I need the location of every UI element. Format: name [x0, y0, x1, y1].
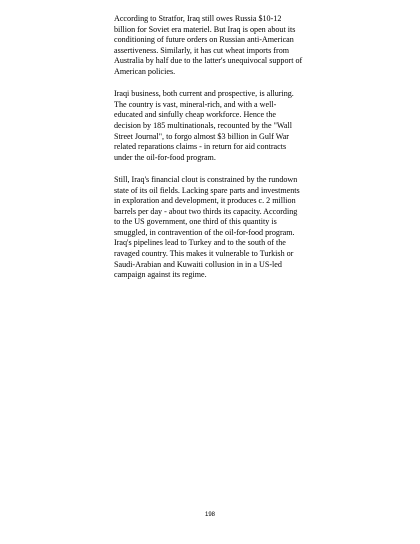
text-line: Australia by half due to the latter's unequivocal support of — [114, 56, 303, 66]
text-line: state of its oil fields. Lacking spare parts and investments — [114, 185, 300, 195]
text-line: smuggled, in contravention of the oil-for-food program. — [114, 227, 295, 237]
text-line: billion for Soviet era materiel. But Iraq is open about its — [114, 24, 296, 34]
text-line: Iraqi business, both current and prospective, is alluring. — [114, 89, 294, 99]
page-number: 198 — [204, 512, 215, 518]
paragraph-3 — [114, 175, 330, 281]
text-line: Still, Iraq's financial clout is constrained by the rundown — [114, 174, 298, 184]
paragraph-2 — [114, 89, 330, 163]
text-line: Street Journal", to forgo almost $3 billion in Gulf War — [114, 131, 289, 141]
text-line: American policies. — [114, 66, 176, 76]
text-line: related reparations claims - in return for aid contracts — [114, 142, 287, 152]
body-text — [114, 14, 330, 292]
text-line: to the US government, one third of this quantity is — [114, 217, 277, 227]
text-line: barrels per day - about two thirds its capacity. According — [114, 206, 298, 216]
text-line: campaign against its regime. — [114, 270, 207, 280]
text-line: in exploration and development, it produces c. 2 million — [114, 196, 296, 206]
paragraph-1 — [114, 14, 330, 78]
text-line: educated and sinfully cheap workforce. Hence the — [114, 110, 277, 120]
text-line: decision by 185 multinationals, recounted by the "Wall — [114, 120, 292, 130]
text-line: The country is vast, mineral-rich, and with a well- — [114, 99, 277, 109]
text-line: According to Stratfor, Iraq still owes Russia $10-12 — [114, 14, 282, 23]
text-line: Iraq's pipelines lead to Turkey and to the south of the — [114, 238, 286, 248]
text-line: assertiveness. Similarly, it has cut wheat imports from — [114, 45, 290, 55]
text-line: conditioning of future orders on Russian anti-American — [114, 35, 294, 45]
text-line: Saudi-Arabian and Kuwaiti collusion in in a US-led — [114, 259, 282, 269]
text-line: under the oil-for-food program. — [114, 152, 216, 162]
text-line: ravaged country. This makes it vulnerable to Turkish or — [114, 249, 294, 259]
